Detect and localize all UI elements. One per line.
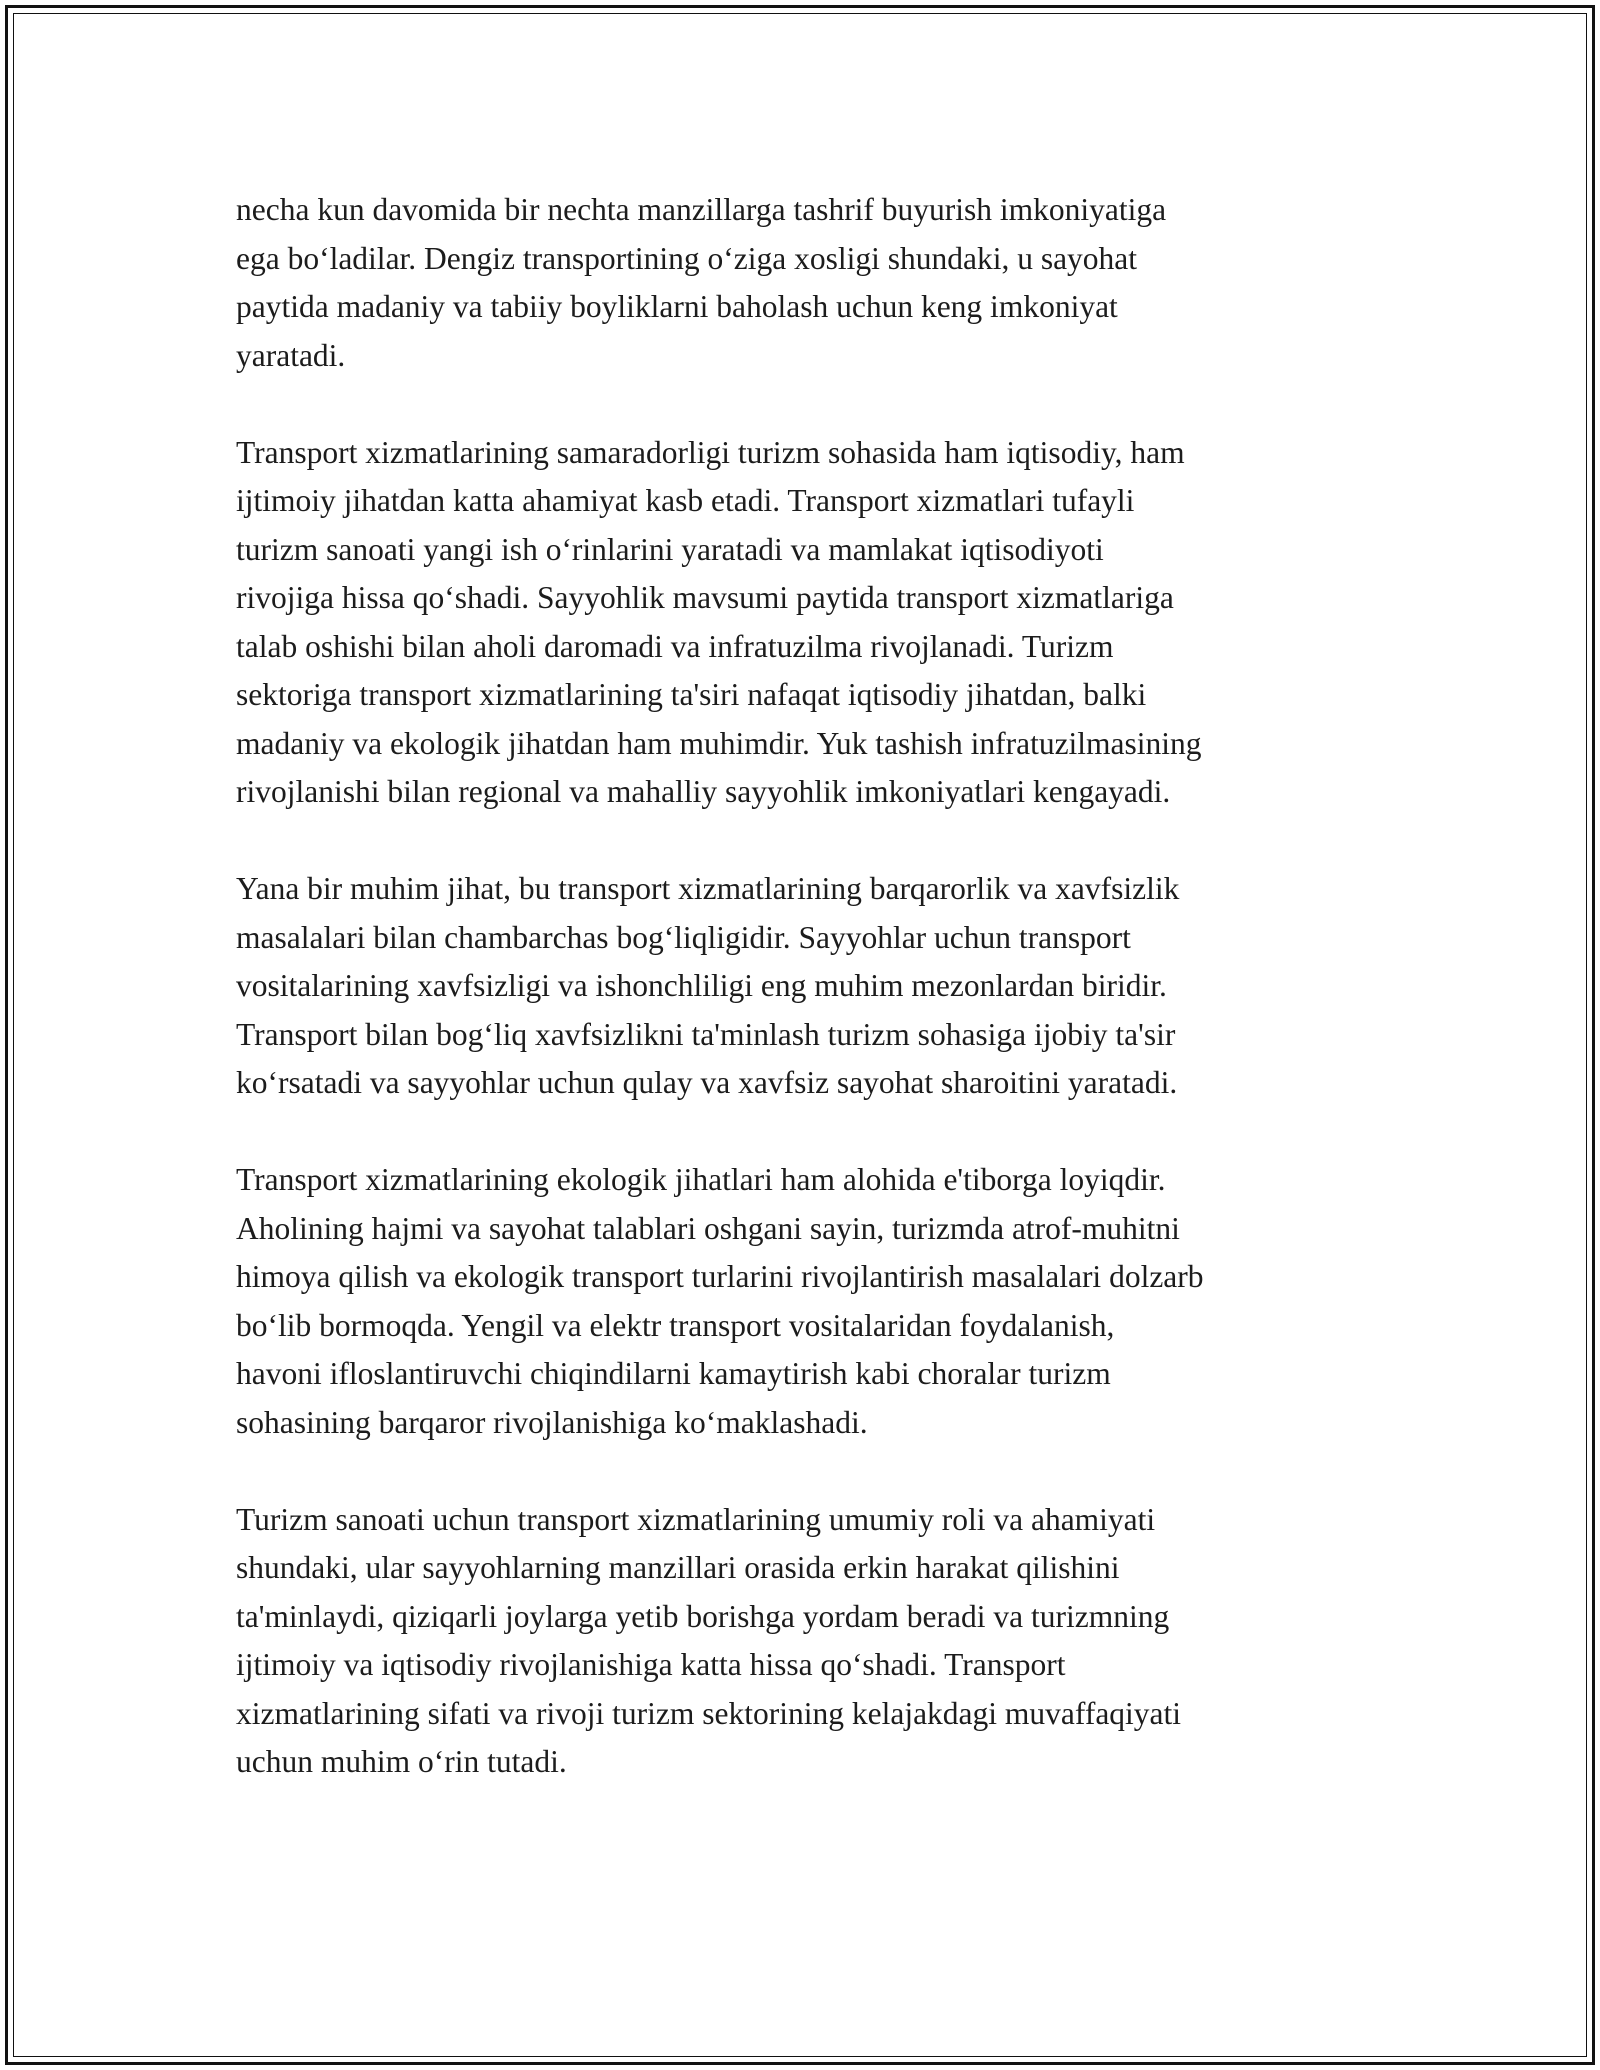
- text-line: masalalari bilan chambarchas bog‘liqligidir. Sayyohlar uchun transport: [236, 919, 1131, 955]
- text-line: ta'minlaydi, qiziqarli joylarga yetib borishga yordam beradi va turizmning: [236, 1598, 1170, 1634]
- text-line: ko‘rsatadi va sayyohlar uchun qulay va xavfsiz sayohat sharoitini yaratadi.: [236, 1065, 1178, 1100]
- text-line: rivojiga hissa qo‘shadi. Sayyohlik mavsumi paytida transport xizmatlariga: [236, 580, 1174, 615]
- paragraph: [236, 429, 1386, 817]
- paragraph: [236, 865, 1386, 1108]
- text-line: sektoriga transport xizmatlarining ta'siri nafaqat iqtisodiy jihatdan, balki: [236, 677, 1147, 712]
- text-line: havoni ifloslantiruvchi chiqindilarni kamaytirish kabi choralar turizm: [236, 1356, 1111, 1391]
- text-line: paytida madaniy va tabiiy boyliklarni baholash uchun keng imkoniyat: [236, 289, 1118, 324]
- paragraph: [236, 186, 1386, 380]
- text-line: Transport bilan bog‘liq xavfsizlikni ta'minlash turizm sohasiga ijobiy ta'sir: [236, 1016, 1176, 1052]
- text-line: Transport xizmatlarining ekologik jihatlari ham alohida e'tiborga loyiqdir.: [236, 1162, 1166, 1197]
- text-line: sohasining barqaror rivojlanishiga ko‘maklashadi.: [236, 1404, 868, 1440]
- text-line: madaniy va ekologik jihatdan ham muhimdir. Yuk tashish infratuzilmasining: [236, 725, 1202, 761]
- text-line: Transport xizmatlarining samaradorligi turizm sohasida ham iqtisodiy, ham: [236, 434, 1185, 470]
- text-line: uchun muhim o‘rin tutadi.: [236, 1744, 567, 1779]
- text-line: Aholining hajmi va sayohat talablari oshgani sayin, turizmda atrof-muhitni: [236, 1210, 1180, 1246]
- text-line: turizm sanoati yangi ish o‘rinlarini yaratadi va mamlakat iqtisodiyoti: [236, 531, 1104, 567]
- text-line: ijtimoiy jihatdan katta ahamiyat kasb etadi. Transport xizmatlari tufayli: [236, 483, 1135, 518]
- text-line: ijtimoiy va iqtisodiy rivojlanishiga katta hissa qo‘shadi. Transport: [236, 1647, 1066, 1682]
- document-body: [236, 186, 1386, 1835]
- paragraph: [236, 1156, 1386, 1447]
- paragraph: [236, 1496, 1386, 1787]
- text-line: necha kun davomida bir nechta manzillarga tashrif buyurish imkoniyatiga: [236, 192, 1167, 227]
- text-line: shundaki, ular sayyohlarning manzillari orasida erkin harakat qilishini: [236, 1550, 1120, 1585]
- text-line: xizmatlarining sifati va rivoji turizm sektorining kelajakdagi muvaffaqiyati: [236, 1695, 1182, 1731]
- text-line: talab oshishi bilan aholi daromadi va infratuzilma rivojlanadi. Turizm: [236, 628, 1114, 664]
- text-line: vositalarining xavfsizligi va ishonchliligi eng muhim mezonlardan biridir.: [236, 968, 1167, 1003]
- text-line: himoya qilish va ekologik transport turlarini rivojlantirish masalalari dolzarb: [236, 1259, 1204, 1294]
- text-line: ega bo‘ladilar. Dengiz transportining o‘ziga xosligi shundaki, u sayohat: [236, 240, 1138, 276]
- text-line: Turizm sanoati uchun transport xizmatlarining umumiy roli va ahamiyati: [236, 1501, 1156, 1537]
- text-line: rivojlanishi bilan regional va mahalliy sayyohlik imkoniyatlari kengayadi.: [236, 774, 1171, 809]
- text-line: Yana bir muhim jihat, bu transport xizmatlarining barqarorlik va xavfsizlik: [236, 871, 1180, 906]
- text-line: yaratadi.: [236, 337, 346, 373]
- text-line: bo‘lib bormoqda. Yengil va elektr transport vositalaridan foydalanish,: [236, 1307, 1115, 1343]
